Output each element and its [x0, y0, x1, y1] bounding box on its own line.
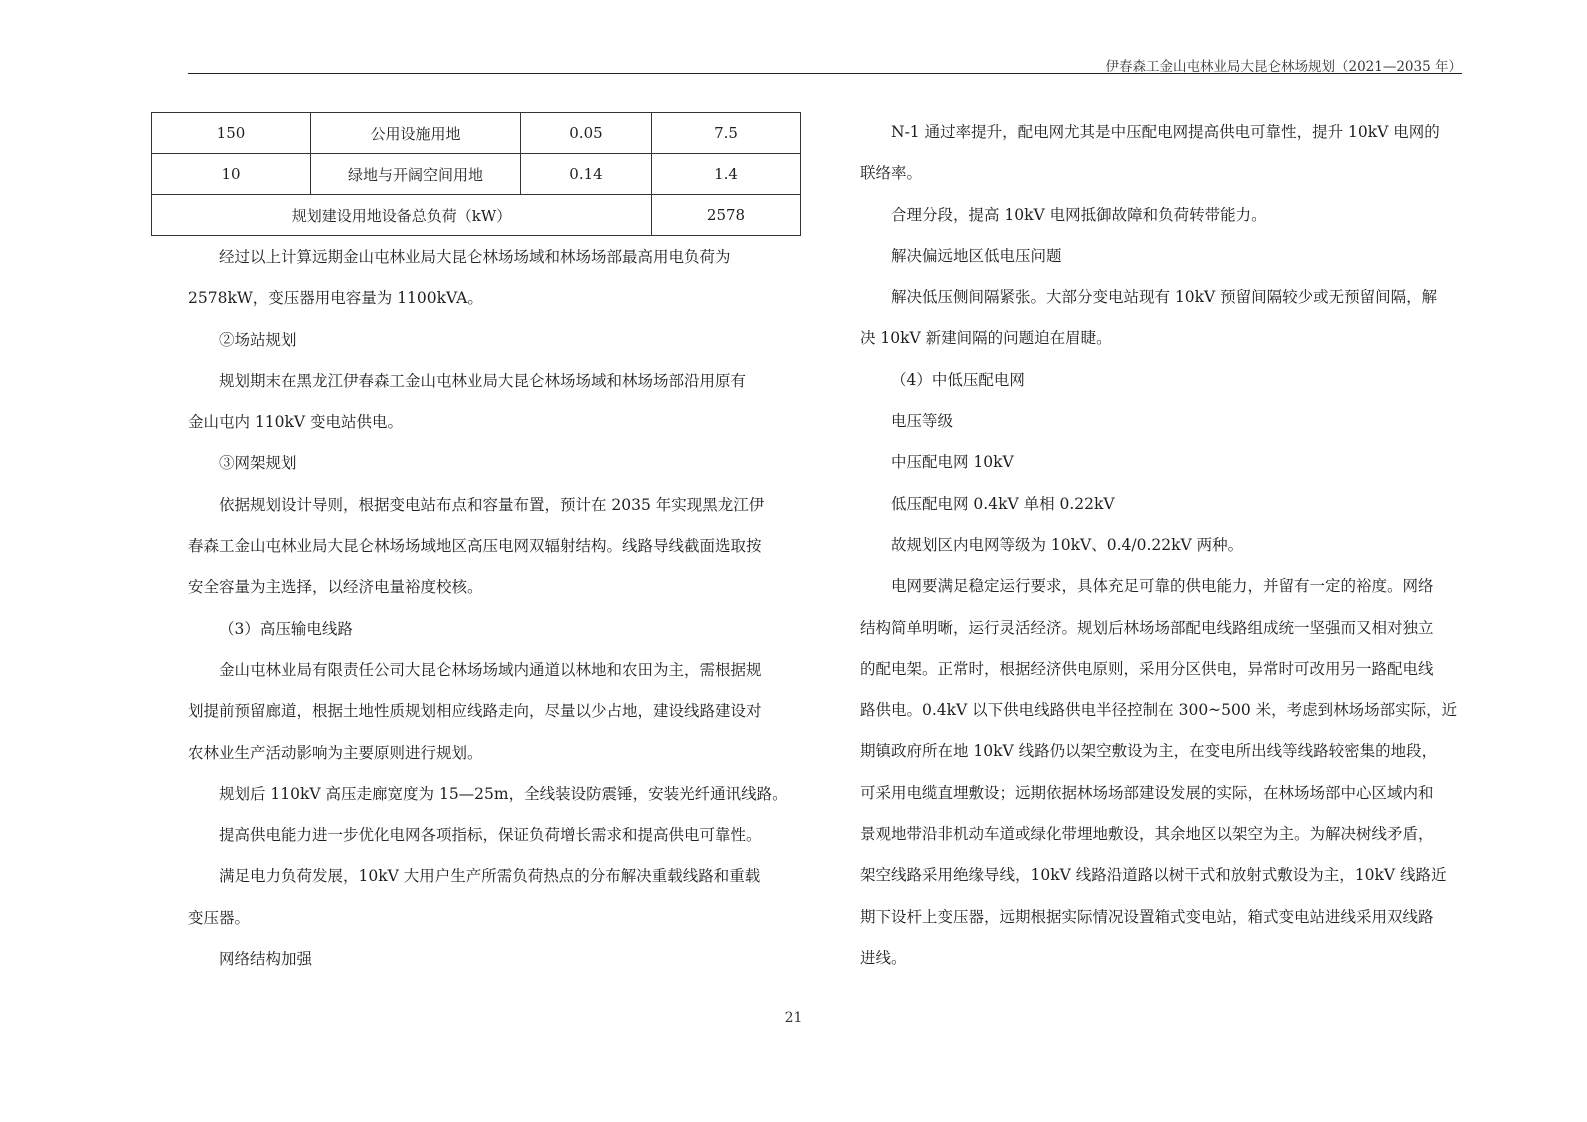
paragraph-line: 规划后 110kV 高压走廊宽度为 15—25m，全线装设防震锤，安装光纤通讯线路。 [219, 784, 788, 803]
table-row [152, 154, 801, 195]
paragraph-line: 划提前预留廊道，根据土地性质规划相应线路走向，尽量以少占地，建设线路建设对 [188, 702, 762, 721]
page-header-title: 伊春森工金山屯林业局大昆仑林场规划（2021—2035 年） [1105, 59, 1462, 75]
right-column-text [860, 112, 1458, 979]
table-total-row [152, 195, 801, 236]
table-total-value: 2578 [652, 195, 801, 236]
table-cell: 10 [152, 154, 311, 195]
paragraph-line: 故规划区内电网等级为 10kV、0.4/0.22kV 两种。 [891, 535, 1244, 554]
paragraph-line: 联络率。 [860, 164, 923, 183]
paragraph-line: 景观地带沿非机动车道或绿化带埋地敷设，其余地区以架空为主。为解决树线矛盾， [860, 825, 1434, 844]
table-cell: 0.14 [521, 154, 652, 195]
paragraph-line: 电网要满足稳定运行要求，具体充足可靠的供电能力，并留有一定的裕度。网络 [891, 577, 1434, 596]
paragraph-line: 规划期末在黑龙江伊春森工金山屯林业局大昆仑林场场域和林场场部沿用原有 [219, 371, 747, 390]
paragraph-line: 结构简单明晰，运行灵活经济。规划后林场场部配电线路组成统一坚强而又相对独立 [860, 618, 1434, 637]
paragraph-line: 解决低压侧间隔紧张。大部分变电站现有 10kV 预留间隔较少或无预留间隔，解 [891, 288, 1438, 307]
table-cell: 0.05 [521, 113, 652, 154]
paragraph-line: 的配电架。正常时，根据经济供电原则，采用分区供电，异常时可改用另一路配电线 [860, 659, 1434, 678]
paragraph-line: 合理分段，提高 10kV 电网抵御故障和负荷转带能力。 [891, 205, 1267, 224]
paragraph-line: 网络结构加强 [219, 950, 313, 969]
paragraph-line: N-1 通过率提升，配电网尤其是中压配电网提高供电可靠性，提升 10kV 电网的 [891, 123, 1440, 141]
paragraph-line: 变压器。 [188, 908, 251, 927]
paragraph-line: 架空线路采用绝缘导线，10kV 线路沿道路以树干式和放射式敷设为主，10kV 线路近 [860, 866, 1447, 885]
left-column-text [188, 237, 788, 980]
table-cell: 150 [152, 113, 311, 154]
paragraph-line: 春森工金山屯林业局大昆仑林场场域地区高压电网双辐射结构。线路导线截面选取按 [188, 537, 762, 556]
paragraph-line: 电压等级 [891, 412, 954, 431]
load-table [151, 112, 801, 236]
paragraph-line: 经过以上计算远期金山屯林业局大昆仑林场场域和林场场部最高用电负荷为 [219, 248, 731, 266]
paragraph-line: 决 10kV 新建间隔的问题迫在眉睫。 [860, 329, 1112, 348]
paragraph-line: 金山屯内 110kV 变电站供电。 [188, 413, 404, 432]
header-rule [188, 73, 1462, 74]
paragraph-line: （3）高压输电线路 [219, 619, 353, 638]
paragraph-line: 解决偏远地区低电压问题 [891, 246, 1062, 265]
paragraph-line: 期镇政府所在地 10kV 线路仍以架空敷设为主，在变电所出线等线路较密集的地段， [860, 742, 1438, 761]
paragraph-line: ③网架规划 [219, 454, 297, 473]
paragraph-line: 期下设杆上变压器，远期根据实际情况设置箱式变电站，箱式变电站进线采用双线路 [860, 907, 1434, 926]
paragraph-line: 依据规划设计导则，根据变电站布点和容量布置，预计在 2035 年实现黑龙江伊 [219, 495, 765, 514]
paragraph-line: 可采用电缆直埋敷设；远期依据林场场部建设发展的实际，在林场场部中心区域内和 [860, 783, 1434, 802]
paragraph-line: 中压配电网 10kV [891, 453, 1014, 472]
paragraph-line: 2578kW，变压器用电容量为 1100kVA。 [188, 289, 483, 308]
page-number: 21 [784, 1010, 803, 1026]
table-cell: 7.5 [652, 113, 801, 154]
table-row [152, 113, 801, 154]
paragraph-line: 满足电力负荷发展，10kV 大用户生产所需负荷热点的分布解决重载线路和重载 [219, 867, 761, 886]
paragraph-line: 进线。 [860, 948, 907, 967]
table-total-label: 规划建设用地设备总负荷（kW） [152, 195, 652, 236]
paragraph-line: 安全容量为主选择，以经济电量裕度校核。 [188, 578, 483, 597]
paragraph-line: 低压配电网 0.4kV 单相 0.22kV [891, 494, 1115, 513]
paragraph-line: 金山屯林业局有限责任公司大昆仑林场场域内通道以林地和农田为主，需根据规 [219, 660, 762, 679]
paragraph-line: 农林业生产活动影响为主要原则进行规划。 [188, 743, 483, 762]
paragraph-line: 提高供电能力进一步优化电网各项指标，保证负荷增长需求和提高供电可靠性。 [219, 826, 762, 845]
table-cell: 1.4 [652, 154, 801, 195]
paragraph-line: 路供电。0.4kV 以下供电线路供电半径控制在 300~500 米，考虑到林场场部实际，近 [860, 701, 1458, 720]
table-cell: 公用设施用地 [311, 113, 521, 154]
paragraph-line: ②场站规划 [219, 330, 297, 349]
table-cell: 绿地与开阔空间用地 [311, 154, 521, 195]
paragraph-line: （4）中低压配电网 [891, 370, 1025, 389]
